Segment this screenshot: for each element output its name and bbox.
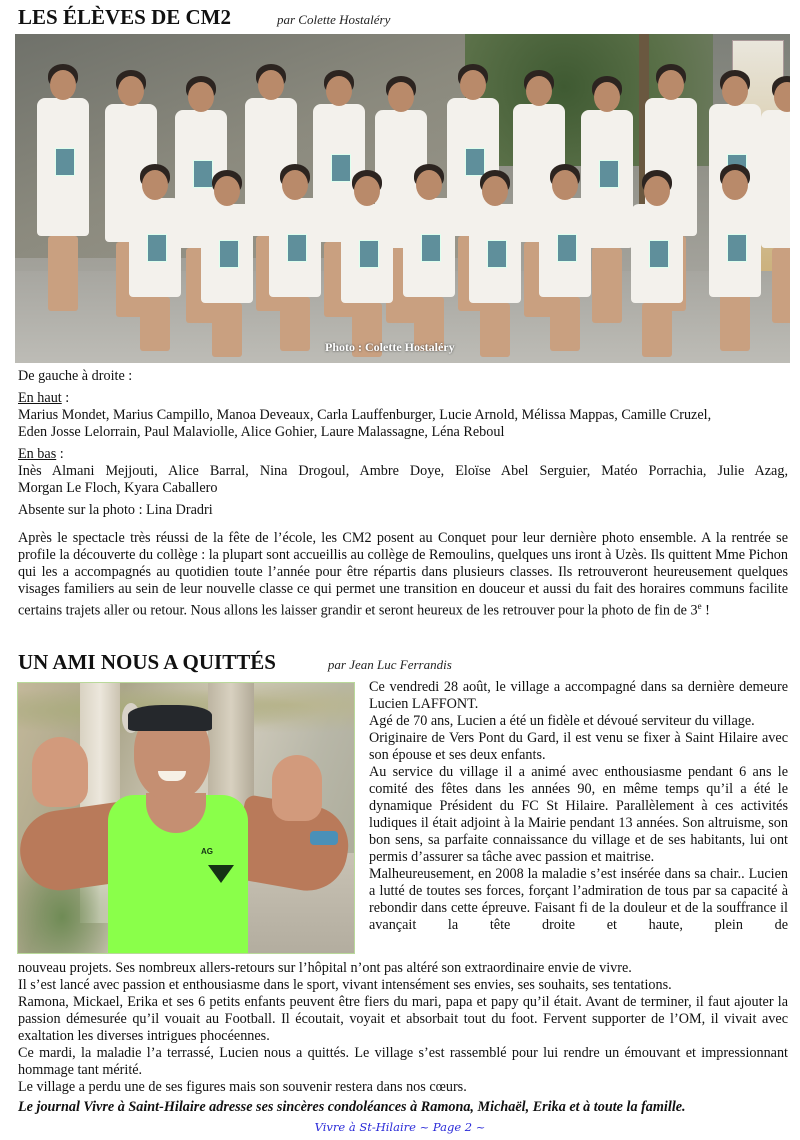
left-hand bbox=[32, 737, 88, 807]
book bbox=[147, 234, 167, 262]
tribute-paragraph: Malheureusement, en 2008 la maladie s’est insérée dans sa chair.. Lucien a lutté de toutes ses forces, forçant l’admiration de tous par sa capacité à rebondir dans cette épreuve. Faisant fi de la douleur et de la souffrance il avançait la tête droite et haute, plein de bbox=[369, 866, 788, 933]
legs bbox=[642, 303, 672, 357]
book bbox=[359, 240, 379, 268]
face bbox=[594, 82, 620, 112]
legs bbox=[720, 297, 750, 351]
tribute-right-column bbox=[369, 679, 788, 934]
face bbox=[142, 170, 168, 200]
child-figure bbox=[33, 64, 93, 314]
face bbox=[482, 176, 508, 206]
absent-note: Absente sur la photo : Lina Dradri bbox=[18, 502, 213, 518]
photo-credit: Photo : Colette Hostaléry bbox=[325, 340, 455, 354]
child-figure bbox=[705, 164, 765, 344]
tribute-paragraph: Au service du village il a animé avec enthousiasme pendant 6 ans le comité des fêtes dans les années 90, en même temps qu’il a été le dynamique Président du FC St Hilaire. Parallèlement à ces activités ludiques il était adjoint à la Mairie pendant 13 années. Son altruisme, son bon sens, sa parfaite connaissance du village et de ses habitants, lui ont permis d’assurer sa tâche avec passion et maitrise. bbox=[369, 764, 788, 865]
legs bbox=[592, 248, 622, 323]
legs bbox=[140, 297, 170, 351]
book bbox=[287, 234, 307, 262]
child-figure bbox=[399, 164, 459, 344]
tribute-paragraph: Le village a perdu une de ses figures mais son souvenir restera dans nos cœurs. bbox=[18, 1079, 467, 1095]
face bbox=[354, 176, 380, 206]
condolences: Le journal Vivre à Saint-Hilaire adresse ses sincères condoléances à Ramona, Michaël, Erika et à toute la famille. bbox=[18, 1099, 686, 1115]
face bbox=[552, 170, 578, 200]
section1-title: LES ÉLÈVES DE CM2 bbox=[18, 5, 231, 29]
face bbox=[774, 82, 790, 112]
child-figure bbox=[465, 170, 525, 350]
book bbox=[649, 240, 669, 268]
shirt-logo-text: AG bbox=[201, 847, 213, 856]
face bbox=[416, 170, 442, 200]
child-figure bbox=[125, 164, 185, 344]
legs bbox=[772, 248, 790, 323]
top-row-names-1: Marius Mondet, Marius Campillo, Manoa Deveaux, Carla Lauffenburger, Lucie Arnold, Mélissa Mappas, Camille Cruzel, bbox=[18, 407, 712, 423]
face bbox=[214, 176, 240, 206]
tribute-paragraph: nouveau projets. Ses nombreux allers-retours sur l’hôpital n’ont pas altéré son extraordinaire envie de vivre. bbox=[18, 960, 632, 976]
section1-paragraph-end: ! bbox=[701, 602, 710, 619]
face bbox=[282, 170, 308, 200]
face bbox=[644, 176, 670, 206]
shirt-logo-icon bbox=[208, 865, 234, 883]
wristband bbox=[310, 831, 338, 845]
legs bbox=[550, 297, 580, 351]
face bbox=[118, 76, 144, 106]
top-row-label bbox=[18, 390, 69, 407]
child-figure bbox=[627, 170, 687, 350]
book bbox=[727, 234, 747, 262]
tribute-paragraph: Ce vendredi 28 août, le village a accompagné dans sa dernière demeure Lucien LAFFONT. bbox=[369, 679, 788, 712]
book bbox=[599, 160, 619, 188]
section1-header bbox=[18, 5, 390, 33]
white-outfit bbox=[761, 110, 790, 248]
tribute-paragraph: Il s’est lancé avec passion et enthousiasme dans le sport, vivant intensément ses envies, ses souhaits, ses tentations. bbox=[18, 977, 672, 993]
section2-header bbox=[18, 650, 452, 676]
bottom-row-label-colon: : bbox=[56, 446, 64, 462]
superscript-e: e bbox=[697, 601, 702, 611]
top-row-names-2: Eden Josse Lelorrain, Paul Malaviolle, Alice Gohier, Laure Malassagne, Léna Reboul bbox=[18, 424, 505, 440]
face bbox=[722, 76, 748, 106]
section1-byline: par Colette Hostaléry bbox=[276, 12, 391, 27]
face bbox=[188, 82, 214, 112]
top-row-label-colon: : bbox=[61, 390, 70, 406]
bottom-row-names-2: Morgan Le Floch, Kyara Caballero bbox=[18, 480, 218, 496]
class-group-photo bbox=[15, 34, 790, 363]
child-figure bbox=[197, 170, 257, 350]
section1-paragraph-text: Après le spectacle très réussi de la fête de l’école, les CM2 posent au Conquet pour leur dernière photo ensemble. A la rentrée se profile la découverte du collège : la plupart sont accueillis au collège de Remoulins, quelques uns iront à Uzès. Ils quittent Mme Pichon qui les a accompagnés au quotidien toute l’année pour être répartis dans plusieurs classes. Ils retrouveront heureusement quelques visages familiers au sein de leur nouvelle classe ce qui permet une transition en douceur et aussi du fait des horaires communs facilite certains trajets aller ou retour. Nous allons les laisser grandir et seront heureux de les retrouver pour la photo de fin de 3 bbox=[18, 530, 788, 619]
face bbox=[460, 70, 486, 100]
legs bbox=[212, 303, 242, 357]
legs bbox=[48, 236, 78, 311]
headband bbox=[128, 705, 212, 731]
page-footer: Vivre à St-Hilaire ~ Page 2 ~ bbox=[314, 1120, 486, 1134]
caption-intro: De gauche à droite : bbox=[18, 368, 133, 384]
bottom-row-names-1: Inès Almani Mejjouti, Alice Barral, Nina Drogoul, Ambre Doye, Eloïse Abel Serguier, Matéo Porrachia, Julie Azag, bbox=[18, 463, 788, 479]
section2-byline: par Jean Luc Ferrandis bbox=[327, 657, 452, 672]
lucien-photo bbox=[17, 682, 355, 954]
legs bbox=[280, 297, 310, 351]
top-row-label-text: En haut bbox=[18, 390, 62, 406]
face bbox=[526, 76, 552, 106]
tribute-paragraph: Ce mardi, la maladie l’a terrassé, Lucien nous a quittés. Le village s’est rassemblé pour lui rendre un émouvant et impressionnant hommage tant mérité. bbox=[18, 1045, 788, 1078]
book bbox=[219, 240, 239, 268]
face bbox=[722, 170, 748, 200]
section2-title: UN AMI NOUS A QUITTÉS bbox=[18, 650, 276, 674]
bottom-row-label-text: En bas bbox=[18, 446, 57, 462]
tribute-wide-text bbox=[18, 960, 788, 1096]
tribute-paragraph: Originaire de Vers Pont du Gard, il est venu se fixer à Saint Hilaire avec son épouse et ses deux enfants. bbox=[369, 730, 788, 763]
legs bbox=[480, 303, 510, 357]
child-figure bbox=[265, 164, 325, 344]
bottom-row-label bbox=[18, 446, 64, 463]
section1-paragraph bbox=[18, 530, 788, 620]
right-hand bbox=[272, 755, 322, 821]
child-figure bbox=[337, 170, 397, 350]
face bbox=[388, 82, 414, 112]
tribute-paragraph: Agé de 70 ans, Lucien a été un fidèle et dévoué serviteur du village. bbox=[369, 713, 755, 729]
tribute-paragraph: Ramona, Mickael, Erika et ses 6 petits enfants peuvent être fiers du mari, papa et papy qu’il était. Avant de terminer, il faut ajouter la passion démesurée qu’il vouait au Football. Il écoutait, voyait et absorbait tout du foot. Fervent supporter de l’OM, il vivait avec exaltation les diverses intrigues phocéennes. bbox=[18, 994, 788, 1044]
face bbox=[658, 70, 684, 100]
face bbox=[326, 76, 352, 106]
book bbox=[421, 234, 441, 262]
book bbox=[55, 148, 75, 176]
face bbox=[258, 70, 284, 100]
child-figure bbox=[535, 164, 595, 344]
book bbox=[487, 240, 507, 268]
book bbox=[557, 234, 577, 262]
face bbox=[50, 70, 76, 100]
